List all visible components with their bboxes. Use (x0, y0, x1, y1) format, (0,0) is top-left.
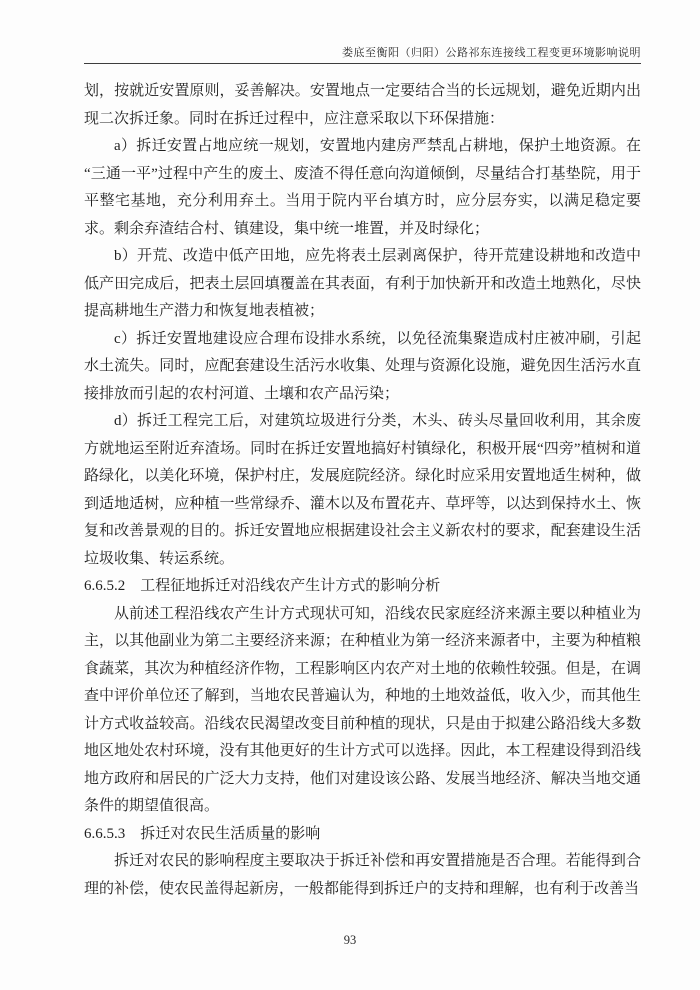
section-number: 6.6.5.3 (84, 825, 126, 842)
paragraph-item-a: a）拆迁安置占地应统一规划，安置地内建房严禁乱占耕地，保护土地资源。在“三通一平”过程中产生的废土、废渣不得任意向沟道倾倒，尽量结合打基垫院，用于平整宅基地，充分利用弃土。当用于院内平台填方时，应分层夯实，以满足稳定要求。剩余弃渣结合村、镇建设，集中统一堆置，并及时绿化； (84, 138, 641, 237)
paragraph-life-quality: 拆迁对农民的影响程度主要取决于拆迁补偿和再安置措施是否合理。若能得到合理的补偿，使农民盖得起新房，一般都能得到拆迁户的支持和理解，也有利于改善当 (84, 853, 641, 897)
running-header: 娄底至衡阳（归阳）公路祁东连接线工程变更环境影响说明 (84, 46, 641, 64)
section-heading-6-6-5-3 (84, 821, 641, 849)
paragraph-item-b: b）开荒、改造中低产田地，应先将表土层剥离保护，待开荒建设耕地和改造中低产田完成后，把表土层回填覆盖在其表面，有利于加快新开和改造土地熟化，尽快提高耕地生产潜力和恢复地表植被； (84, 248, 641, 319)
paragraph-item-c: c）拆迁安置地建设应合理布设排水系统，以免径流集聚造成村庄被冲刷，引起水土流失。同时，应配套建设生活污水收集、处理与资源化设施，避免因生活污水直接排放而引起的农村河道、土壤和农产品污染； (84, 330, 641, 402)
section-title: 拆迁对农民生活质量的影响 (140, 825, 321, 842)
section-heading-6-6-5-2 (84, 573, 641, 601)
paragraph-continuation: 划，按就近安置原则，妥善解决。安置地点一定要结合当的长远规划，避免近期内出现二次拆迁象。同时在拆迁过程中，应注意采取以下环保措施： (84, 83, 641, 127)
section-title: 工程征地拆迁对沿线农产生计方式的影响分析 (140, 578, 441, 594)
section-number: 6.6.5.2 (84, 578, 126, 594)
paragraph-livelihood-analysis: 从前述工程沿线农产生计方式现状可知，沿线农民家庭经济来源主要以种植业为主，以其他副业为第二主要经济来源；在种植业为第一经济来源者中，主要为种植粮食蔬菜，其次为种植经济作物，工程影响区内农产对土地的依赖性较强。但是，在调查中评价单位还了解到，当地农民普遍认为，种地的土地效益低，收入少，而其他生计方式收益较高。沿线农民渴望改变目前种植的现状，只是由于拟建公路沿线大多数地区地处农村环境，没有其他更好的生计方式可以选择。因此，本工程建设得到沿线地方政府和居民的广泛大力支持，他们对建设该公路、发展当地经济、解决当地交通条件的期望值很高。 (84, 605, 641, 814)
paragraph-item-d: d）拆迁工程完工后，对建筑垃圾进行分类，木头、砖头尽量回收利用，其余废方就地运至附近弃渣场。同时在拆迁安置地搞好村镇绿化，积极开展“四旁”植树和道路绿化，以美化环境，保护村庄，发展庭院经济。绿化时应采用安置地适生树种，做到适地适树，应种植一些常绿乔、灌木以及布置花卉、草坪等，以达到保持水土、恢复和改善景观的目的。拆迁安置地应根据建设社会主义新农村的要求，配套建设生活垃圾收集、转运系统。 (84, 413, 641, 567)
document-body (84, 78, 641, 903)
page-number: 93 (343, 933, 357, 947)
